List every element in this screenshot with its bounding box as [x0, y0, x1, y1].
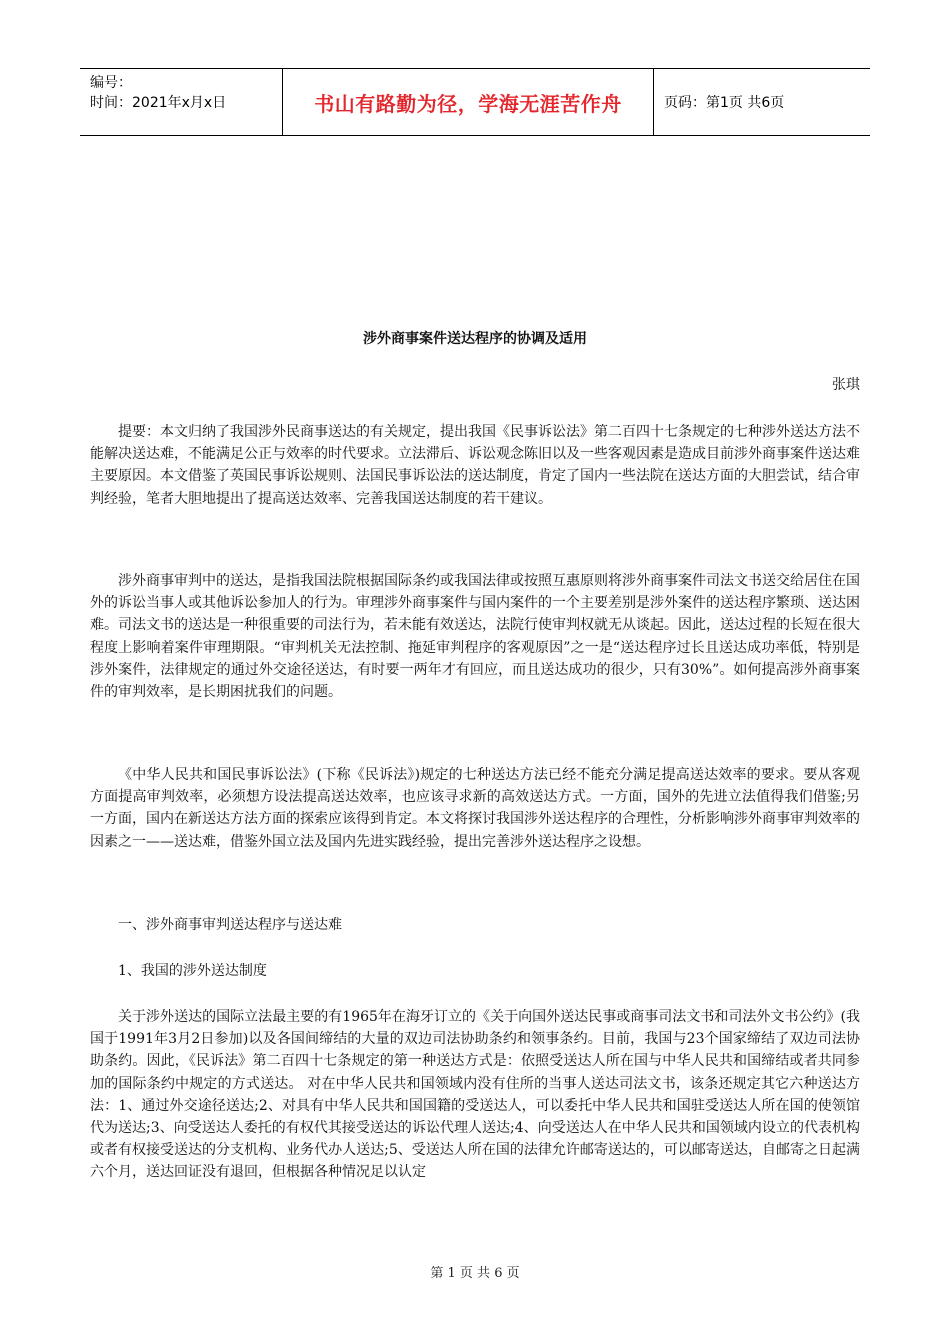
article-title: 涉外商事案件送达程序的协调及适用 — [363, 331, 587, 347]
header-motto-cell — [282, 69, 654, 135]
number-label: 编号： — [90, 75, 132, 91]
body-paragraph: 涉外商事审判中的送达，是指我国法院根据国际条约或我国法律或按照互惠原则将涉外商事案件司法文书送交给居住在国外的诉讼当事人或其他诉讼参加人的行为。审理涉外商事案件与国内案件的一个主要差别是涉外案件的送达程序繁琐、送达困难。司法文书的送达是一种很重要的司法行为，若未能有效送达，法院行使审判权就无从谈起。因此，送达过程的长短在很大程度上影响着案件审理期限。“审判机关无法控制、拖延审判程序的客观原因”之一是“送达程序过长且送达成功率低，特别是涉外案件，法律规定的通过外交途径送达，有时要一两年才有回应，而且送达成功的很少，只有30%”。如何提高涉外商事案件的审判效率，是长期困扰我们的问题。 — [90, 573, 860, 701]
body-paragraph: 《中华人民共和国民事诉讼法》(下称《民诉法》)规定的七种送达方法已经不能充分满足提高送达效率的要求。要从客观方面提高审判效率，必须想方设法提高送达效率，也应该寻求新的高效送达方式。一方面，国外的先进立法值得我们借鉴;另一方面，国内在新送达方法方面的探索应该得到肯定。本文将探讨我国涉外送达程序的合理性，分析影响涉外商事审判效率的因素之一——送达难，借鉴外国立法及国内先进实践经验，提出完善涉外送达程序之设想。 — [90, 767, 860, 850]
body-paragraph: 关于涉外送达的国际立法最主要的有1965年在海牙订立的《关于向国外送达民事或商事司法文书和司法外文书公约》(我国于1991年3月2日参加)以及各国间缔结的大量的双边司法协助条约和领事条约。目前，我国与23个国家缔结了双边司法协助条约。因此，《民诉法》第二百四十七条规定的第一种送达方式是：依照受送达人所在国与中华人民共和国缔结或者共同参加的国际条约中规定的方式送达。 对在中华人民共和国领域内没有住所的当事人送达司法文书，该条还规定其它六种送达方法：1、通过外交途径送达;2、对具有中华人民共和国国籍的受送达人，可以委托中华人民共和国驻受送达人所在国的使领馆代为送达;3、向受送达人委托的有权代其接受送达的诉讼代理人送达;4、向受送达人在中华人民共和国领域内设立的代表机构或者有权接受送达的分支机构、业务代办人送达;5、受送达人所在国的法律允许邮寄送达的，可以邮寄送达，自邮寄之日起满六个月，送达回证没有退回，但根据各种情况足以认定 — [90, 1009, 860, 1181]
header-meta — [80, 69, 282, 135]
abstract-paragraph: 提要：本文归纳了我国涉外民商事送达的有关规定，提出我国《民事诉讼法》第二百四十七条规定的七种涉外送达方法不能解决送达难，不能满足公正与效率的时代要求。立法滞后、诉讼观念陈旧以及一些客观因素是造成目前涉外商事案件送达难主要原因。本文借鉴了英国民事诉讼规则、法国民事诉讼法的送达制度，肯定了国内一些法院在送达方面的大胆尝试，结合审判经验，笔者大胆地提出了提高送达效率、完善我国送达制度的若干建议。 — [90, 424, 860, 507]
article-author: 张琪 — [832, 377, 860, 393]
subsection-heading: 1、我国的涉外送达制度 — [118, 963, 267, 979]
document-header — [80, 68, 870, 136]
page-footer: 第 1 页 共 6 页 — [430, 1266, 520, 1281]
section-heading: 一、涉外商事审判送达程序与送达难 — [118, 917, 342, 933]
date-label: 时间：2021年x月x日 — [90, 95, 227, 111]
motto: 书山有路勤为径，学海无涯苦作舟 — [314, 91, 622, 116]
page-info: 页码：第1页 共6页 — [664, 95, 785, 111]
